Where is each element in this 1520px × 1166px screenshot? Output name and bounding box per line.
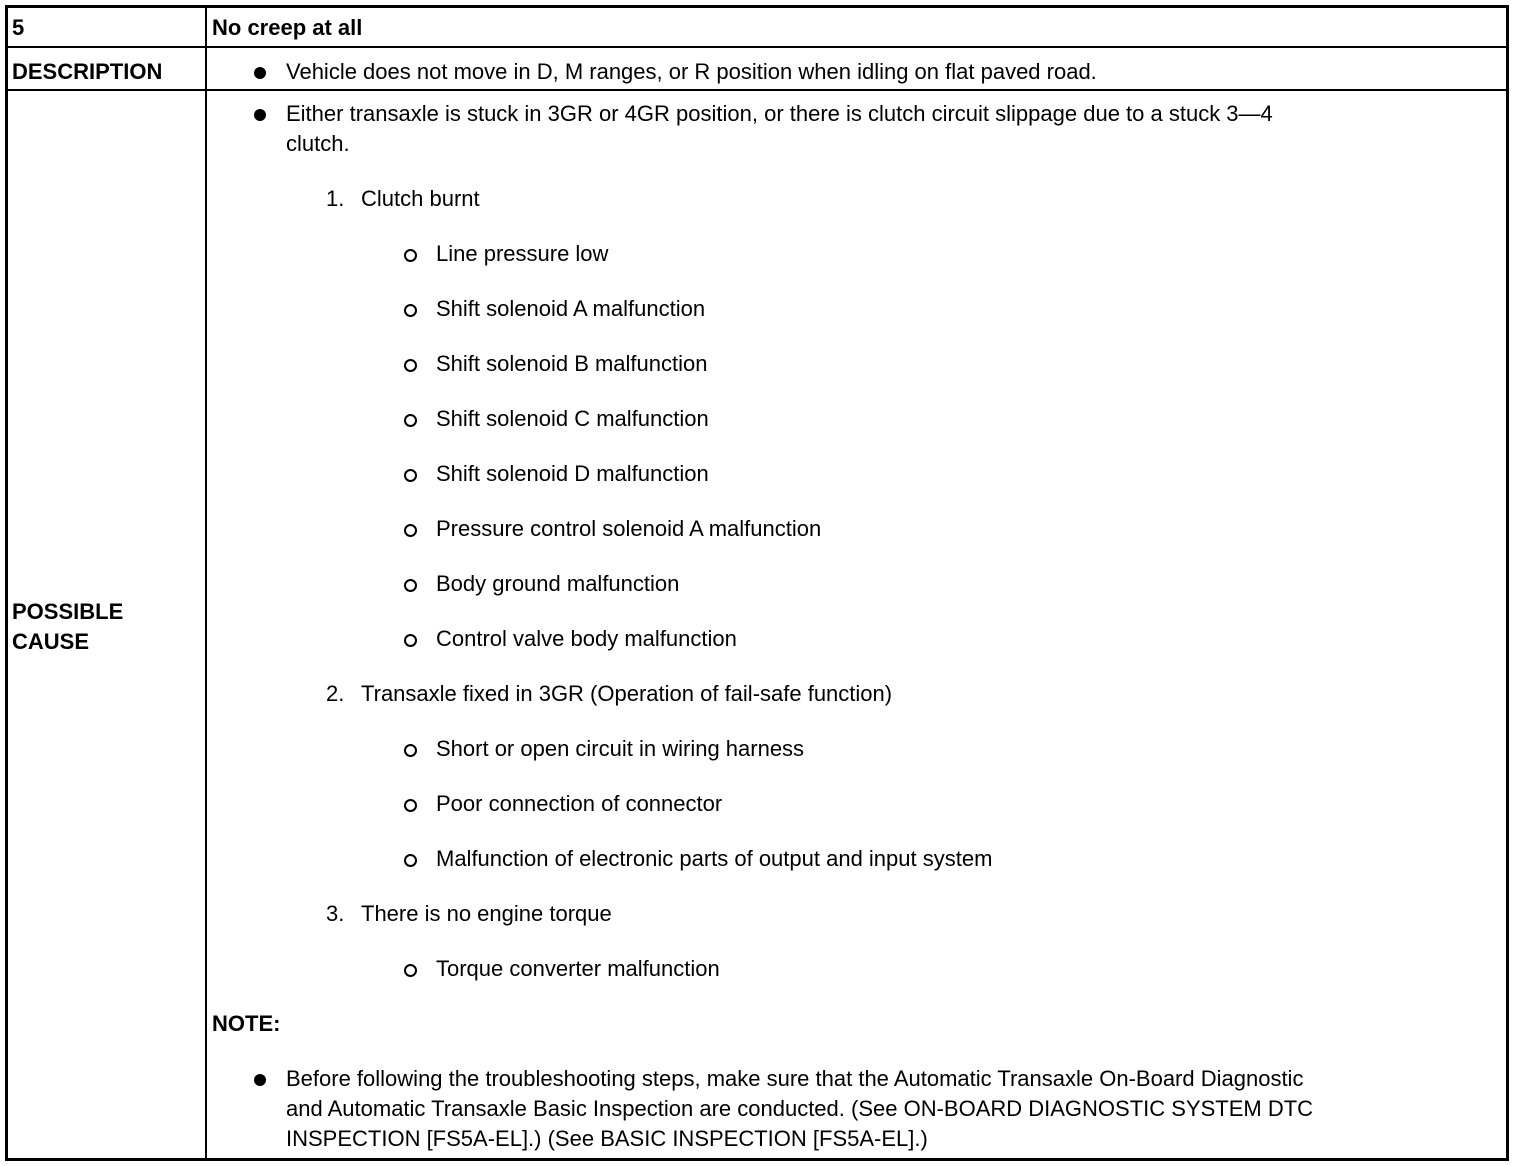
- note-line3: INSPECTION [FS5A-EL].) (See BASIC INSPECTION [FS5A-EL].): [286, 1126, 928, 1151]
- cause-item: Shift solenoid D malfunction: [436, 461, 709, 486]
- circle-bullet-icon: [404, 304, 417, 317]
- cause-item: Control valve body malfunction: [436, 626, 737, 651]
- cause-item: Torque converter malfunction: [436, 956, 720, 981]
- cause-item: Shift solenoid A malfunction: [436, 296, 706, 321]
- circle-bullet-icon: [404, 744, 417, 757]
- cause-item: Pressure control solenoid A malfunction: [436, 516, 822, 541]
- cause-item: Poor connection of connector: [436, 791, 723, 816]
- description-label: DESCRIPTION: [12, 59, 163, 84]
- circle-bullet-icon: [404, 249, 417, 262]
- cause-title: There is no engine torque: [361, 901, 612, 926]
- cause-item: Malfunction of electronic parts of output and input system: [436, 846, 993, 871]
- circle-bullet-icon: [404, 964, 417, 977]
- troubleshooting-table: [5, 5, 1509, 1161]
- cause-title: Clutch burnt: [361, 186, 480, 211]
- circle-bullet-icon: [404, 854, 417, 867]
- cause-number: 2.: [326, 681, 345, 706]
- circle-bullet-icon: [404, 469, 417, 482]
- symptom-title: No creep at all: [212, 15, 363, 40]
- description-text: Vehicle does not move in D, M ranges, or R position when idling on flat paved road.: [286, 59, 1097, 84]
- possible-cause-label-line2: CAUSE: [12, 629, 90, 654]
- cause-intro-line1: Either transaxle is stuck in 3GR or 4GR position, or there is clutch circuit slippage due to a stuck 3—4: [286, 101, 1273, 126]
- note-label: NOTE:: [212, 1011, 281, 1036]
- cause-title: Transaxle fixed in 3GR (Operation of fail-safe function): [361, 681, 893, 706]
- cause-item: Shift solenoid B malfunction: [436, 351, 708, 376]
- note-line2: and Automatic Transaxle Basic Inspection are conducted. (See ON-BOARD DIAGNOSTIC SYSTEM DTC: [286, 1096, 1314, 1121]
- row-number: 5: [12, 15, 25, 40]
- cause-item: Shift solenoid C malfunction: [436, 406, 709, 431]
- bullet-icon: [254, 109, 266, 121]
- bullet-icon: [254, 1074, 266, 1086]
- note-line1: Before following the troubleshooting steps, make sure that the Automatic Transaxle On-Board Diagnostic: [286, 1066, 1304, 1091]
- circle-bullet-icon: [404, 414, 417, 427]
- row-divider-header: [8, 46, 1506, 48]
- cause-number: 3.: [326, 901, 345, 926]
- cause-item: Body ground malfunction: [436, 571, 680, 596]
- cause-intro-line2: clutch.: [286, 131, 350, 156]
- cause-item: Line pressure low: [436, 241, 609, 266]
- cause-number: 1.: [326, 186, 345, 211]
- cause-item: Short or open circuit in wiring harness: [436, 736, 805, 761]
- column-divider: [205, 8, 207, 1158]
- bullet-icon: [254, 67, 266, 79]
- circle-bullet-icon: [404, 579, 417, 592]
- possible-cause-label-line1: POSSIBLE: [12, 599, 124, 624]
- circle-bullet-icon: [404, 524, 417, 537]
- row-divider-description: [8, 89, 1506, 91]
- circle-bullet-icon: [404, 799, 417, 812]
- circle-bullet-icon: [404, 634, 417, 647]
- circle-bullet-icon: [404, 359, 417, 372]
